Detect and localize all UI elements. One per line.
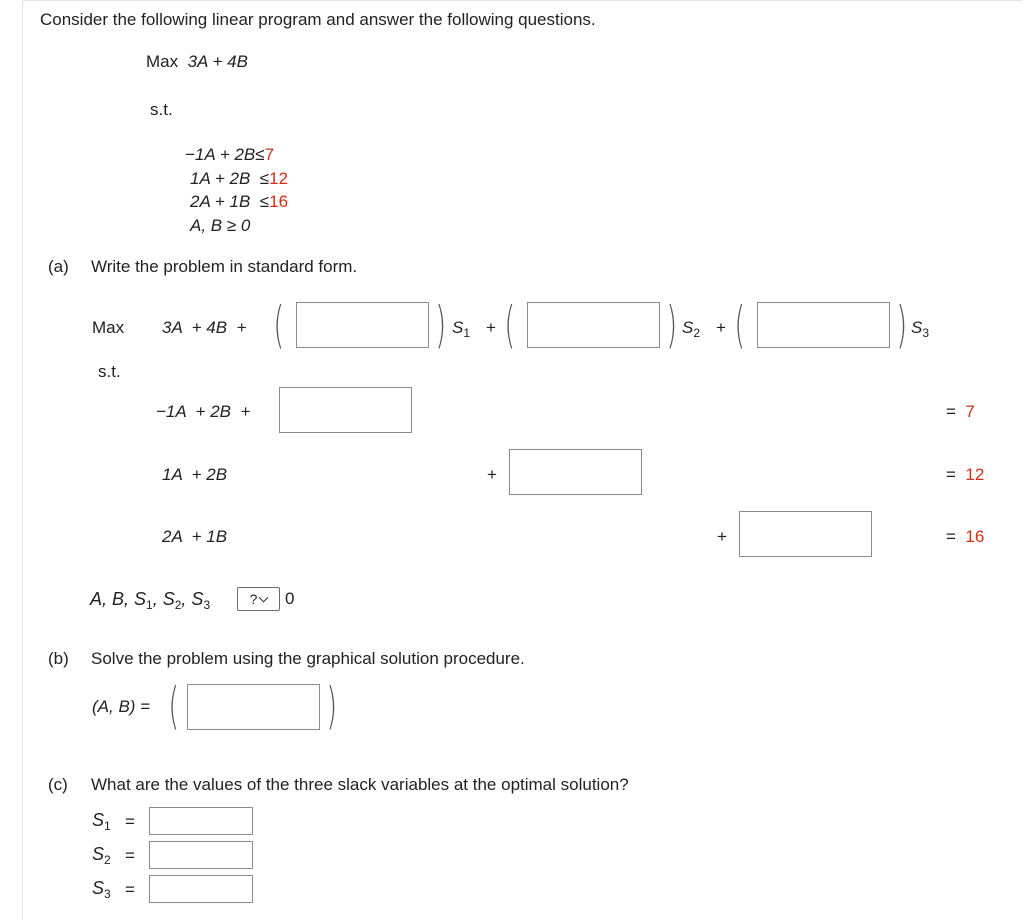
s1-term: $S_1$: [452, 318, 471, 340]
lp-constraint-2-lhs: 1A + 2B: [190, 169, 251, 188]
std-row-3-plus: +: [717, 527, 727, 546]
lp-constraint-1: [185, 146, 274, 165]
s2-value-input[interactable]: [149, 841, 253, 869]
s3-value-label: $S_3$: [92, 878, 111, 901]
chevron-down-icon: [259, 592, 269, 602]
std-row-3-value: 16: [965, 527, 985, 546]
std-row-2-eq: =: [946, 465, 956, 484]
lp-st-label: s.t.: [150, 100, 173, 119]
nonneg-select-value: ?: [249, 591, 258, 607]
part-c-question: What are the values of the three slack variables at the optimal solution?: [91, 775, 629, 794]
s3-coef-open-paren: (: [734, 296, 746, 354]
s2-coefficient-input[interactable]: [527, 302, 660, 348]
std-st-label: s.t.: [98, 362, 121, 381]
row-3-slack-input[interactable]: [739, 511, 872, 557]
std-row-2-lhs: 1A + 2B: [162, 465, 228, 484]
std-nonneg-variables: A, B, $S_1$, $S_2$, $S_3$: [90, 589, 211, 612]
s2-coef-open-paren: (: [504, 296, 516, 354]
lp-constraint-3-op: ≤: [259, 192, 270, 211]
nonneg-operator-select[interactable]: [237, 587, 280, 611]
s3-term: $S_3$: [911, 318, 930, 340]
part-c-label: (c): [48, 775, 68, 794]
part-a-question: Write the problem in standard form.: [91, 257, 358, 276]
s3-coefficient-input[interactable]: [757, 302, 890, 348]
std-row-1-rhs: [946, 403, 975, 422]
std-row-1-eq: =: [946, 402, 956, 421]
std-row-2-value: 12: [965, 465, 985, 484]
row-2-slack-input[interactable]: [509, 449, 642, 495]
s2-term: $S_2$: [682, 318, 701, 340]
s2-value-label: $S_2$: [92, 844, 111, 867]
lp-nonnegativity: A, B ≥ 0: [190, 216, 251, 235]
s1-value-input[interactable]: [149, 807, 253, 835]
std-max-label: Max: [92, 318, 125, 337]
s2-eq: =: [125, 846, 135, 865]
s1-coefficient-input[interactable]: [296, 302, 429, 348]
lp-constraint-1-op: ≤: [255, 145, 265, 164]
lp-constraint-1-lhs: −1A + 2B: [185, 145, 256, 164]
std-nonneg-rhs: 0: [285, 589, 295, 608]
lp-max-label: Max: [146, 52, 179, 71]
ab-open-paren: (: [168, 677, 180, 735]
std-objective-prefix: 3A + 4B +: [162, 318, 247, 337]
obj-plus-1: +: [486, 318, 496, 337]
std-row-2-plus: +: [487, 465, 497, 484]
s1-coef-close-paren: ): [435, 296, 447, 354]
part-a-label: (a): [48, 257, 69, 276]
intro-text: Consider the following linear program and answer the following questions.: [40, 10, 596, 29]
s2-coef-close-paren: ): [666, 296, 678, 354]
std-row-1-value: 7: [965, 402, 975, 421]
lp-constraint-2: [190, 170, 288, 189]
part-b-question: Solve the problem using the graphical solution procedure.: [91, 649, 525, 668]
part-b-answer-label: (A, B) =: [92, 697, 151, 716]
std-row-3-rhs: [946, 528, 984, 547]
s1-coef-open-paren: (: [273, 296, 285, 354]
s3-coef-close-paren: ): [896, 296, 908, 354]
part-b-label: (b): [48, 649, 69, 668]
lp-constraint-2-rhs: 12: [269, 169, 289, 188]
ab-solution-input[interactable]: [187, 684, 320, 730]
ab-close-paren: ): [326, 677, 338, 735]
std-row-3-eq: =: [946, 527, 956, 546]
lp-constraint-1-rhs: 7: [264, 145, 275, 164]
std-row-2-rhs: [946, 466, 984, 485]
row-1-slack-input[interactable]: [279, 387, 412, 433]
lp-constraint-3-lhs: 2A + 1B: [190, 192, 251, 211]
s1-eq: =: [125, 812, 135, 831]
lp-constraint-2-op: ≤: [259, 169, 270, 188]
std-row-1-lhs: −1A + 2B +: [156, 402, 251, 421]
s1-value-label: $S_1$: [92, 810, 111, 833]
s3-value-input[interactable]: [149, 875, 253, 903]
obj-plus-2: +: [716, 318, 726, 337]
lp-objective-expression: 3A + 4B: [187, 52, 248, 71]
s3-eq: =: [125, 880, 135, 899]
std-row-3-lhs: 2A + 1B: [162, 527, 228, 546]
lp-constraint-3-rhs: 16: [269, 192, 289, 211]
lp-constraint-3: [190, 193, 288, 212]
lp-objective: [146, 53, 248, 72]
